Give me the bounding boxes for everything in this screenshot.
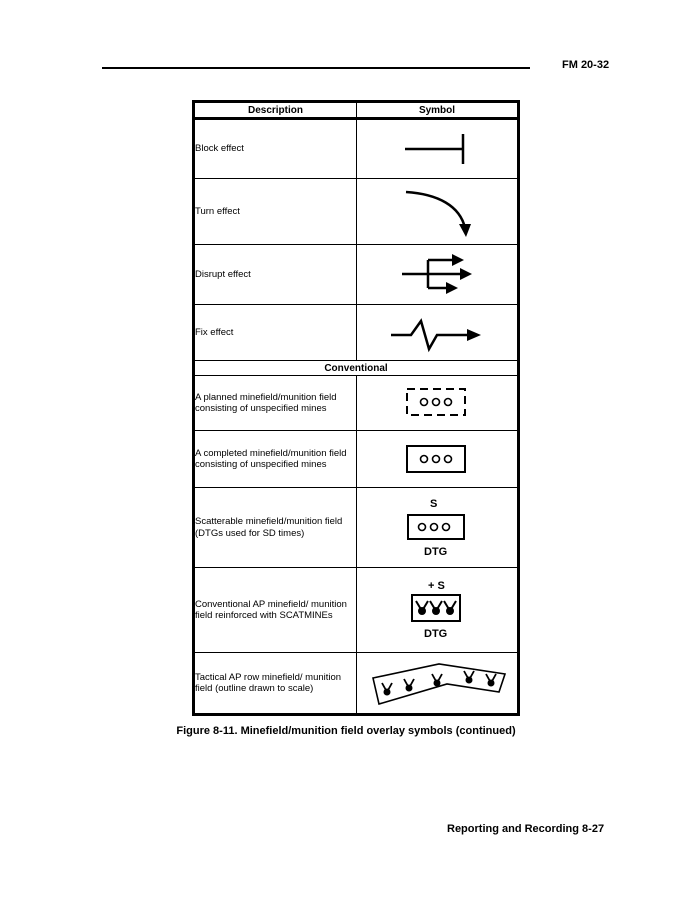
row-description: Block effect xyxy=(194,119,357,179)
block-effect-icon xyxy=(397,129,477,169)
figure-caption: Figure 8-11. Minefield/munition field overlay symbols (continued) xyxy=(176,725,516,737)
symbol-cell xyxy=(357,376,519,431)
scatterable-label-top: S xyxy=(430,497,438,510)
disrupt-effect-icon xyxy=(392,250,482,300)
row-description: Conventional AP minefield/ munition field reinforced with SCATMINEs xyxy=(194,568,357,653)
column-header-symbol: Symbol xyxy=(357,102,519,119)
turn-effect-icon xyxy=(392,184,482,240)
table-row xyxy=(194,119,519,179)
table-row xyxy=(194,376,519,431)
doc-number: FM 20-32 xyxy=(562,59,610,71)
symbol-cell xyxy=(357,568,519,653)
symbol-cell xyxy=(357,431,519,488)
row-description: A planned minefield/munition field consisting of unspecified mines xyxy=(194,376,357,431)
symbol-cell xyxy=(357,179,519,245)
scatterable-label-bottom: DTG xyxy=(424,545,448,558)
table-row xyxy=(194,568,519,653)
completed-minefield-icon xyxy=(402,441,472,477)
row-description: A completed minefield/munition field consisting of unspecified mines xyxy=(194,431,357,488)
table-row xyxy=(194,653,519,715)
ap-label-top: + S xyxy=(428,580,445,592)
table-row xyxy=(194,305,519,361)
ap-minefield-scatmine-icon xyxy=(402,577,472,643)
planned-minefield-icon xyxy=(402,383,472,423)
symbol-cell xyxy=(357,119,519,179)
scatterable-minefield-icon xyxy=(402,493,472,563)
header-rule xyxy=(102,67,530,69)
fix-effect-icon xyxy=(385,311,489,355)
row-description: Fix effect xyxy=(194,305,357,361)
ap-label-bottom: DTG xyxy=(424,628,448,640)
symbol-cell xyxy=(357,488,519,568)
table-row xyxy=(194,488,519,568)
overlay-symbols-table xyxy=(192,100,520,716)
symbol-cell xyxy=(357,653,519,715)
row-description: Turn effect xyxy=(194,179,357,245)
section-header-conventional: Conventional xyxy=(194,361,519,376)
page-footer: Reporting and Recording 8-27 xyxy=(447,823,605,835)
tactical-ap-row-minefield-icon xyxy=(367,658,507,708)
row-description: Scatterable minefield/munition field (DTGs used for SD times) xyxy=(194,488,357,568)
column-header-description: Description xyxy=(194,102,357,119)
symbol-cell xyxy=(357,245,519,305)
row-description: Tactical AP row minefield/ munition field (outline drawn to scale) xyxy=(194,653,357,715)
table-row xyxy=(194,431,519,488)
symbol-cell xyxy=(357,305,519,361)
row-description: Disrupt effect xyxy=(194,245,357,305)
table-row xyxy=(194,179,519,245)
table-row xyxy=(194,245,519,305)
